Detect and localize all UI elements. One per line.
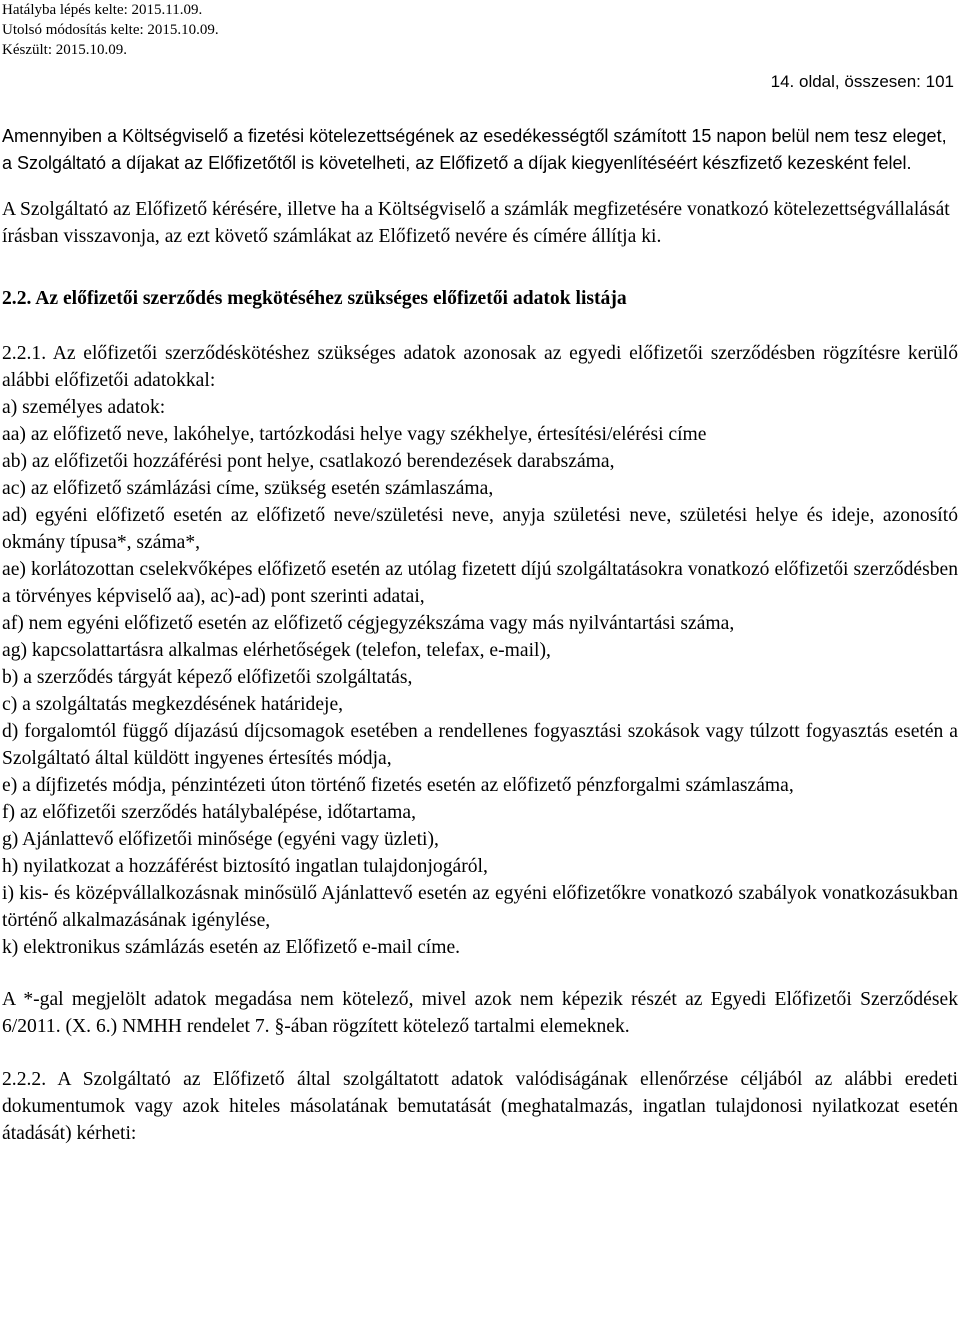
- list-item: ad) egyéni előfizető esetén az előfizető neve/születési neve, anyja születési neve, születési helye és ideje, azonosító okmány típusa*, száma*,: [2, 505, 958, 553]
- list-item: ag) kapcsolattartásra alkalmas elérhetőségek (telefon, telefax, e-mail),: [2, 640, 551, 661]
- paragraph-cost-bearer: Amennyiben a Költségviselő a fizetési kötelezettségének az esedékességtől számított 15 napon belül nem tesz eleget, a Szolgáltató a díjakat az Előfizetőtől is követelheti, az Előfizető a díjak kiegyenlítéséért készfizető kezesként felel.: [2, 126, 947, 173]
- subsection-221-intro: 2.2.1. Az előfizetői szerződéskötéshez szükséges adatok azonosak az egyedi előfizetői szerződésben rögzítésre kerülő alábbi előfizetői adatokkal:: [2, 343, 958, 391]
- document-body: [2, 123, 958, 1147]
- paragraph-invoice-address: A Szolgáltató az Előfizető kérésére, illetve ha a Költségviselő a számlák megfizetésére vonatkozó kötelezettségvállalását írásban visszavonja, az ezt követő számlákat az Előfizető nevére és címére állítja ki.: [2, 199, 950, 247]
- list-item: i) kis- és középvállalkozásnak minősülő Ajánlattevő esetén az egyéni előfizetőkre vonatkozó szabályok vonatkozásukban történő alkalmazásának igénylése,: [2, 883, 958, 931]
- optional-data-note: A *-gal megjelölt adatok megadása nem kötelező, mivel azok nem képezik részét az Egyedi Előfizetői Szerződések 6/2011. (X. 6.) NMHH rendelet 7. §-ában rögzített kötelező tartalmi elemeknek.: [2, 989, 958, 1037]
- list-item: d) forgalomtól függő díjazású díjcsomagok esetében a rendellenes fogyasztási szokások vagy túlzott fogyasztás esetén a Szolgáltató által küldött ingyenes értesítés módja,: [2, 721, 958, 769]
- modified-date: Utolsó módosítás kelte: 2015.10.09.: [2, 22, 219, 38]
- list-item: k) elektronikus számlázás esetén az Előfizető e-mail címe.: [2, 937, 461, 958]
- document-header: [2, 0, 219, 60]
- list-item: aa) az előfizető neve, lakóhelye, tartózkodási helye vagy székhelye, értesítési/elérési címe: [2, 424, 707, 445]
- list-item: e) a díjfizetés módja, pénzintézeti úton történő fizetés esetén az előfizető pénzforgalmi számlaszáma,: [2, 775, 794, 796]
- list-item: ab) az előfizetői hozzáférési pont helye, csatlakozó berendezések darabszáma,: [2, 451, 615, 472]
- subsection-222-text: 2.2.2. A Szolgáltató az Előfizető által szolgáltatott adatok valódiságának ellenőrzése céljából az alábbi eredeti dokumentumok vagy azok hiteles másolatának bemutatását (meghatalmazás, ingatlan tulajdonosi nyilatkozat esetén átadását) kérheti:: [2, 1069, 958, 1144]
- data-item-list: [2, 394, 958, 961]
- list-item: g) Ajánlattevő előfizetői minősége (egyéni vagy üzleti),: [2, 829, 439, 850]
- list-item: h) nyilatkozat a hozzáférést biztosító ingatlan tulajdonjogáról,: [2, 856, 488, 877]
- page-indicator: 14. oldal, összesen: 101: [770, 72, 954, 91]
- list-item: f) az előfizetői szerződés hatálybalépése, időtartama,: [2, 802, 416, 823]
- effective-date: Hatályba lépés kelte: 2015.11.09.: [2, 2, 203, 18]
- list-item: ac) az előfizető számlázási címe, szükség esetén számlaszáma,: [2, 478, 494, 499]
- list-item: c) a szolgáltatás megkezdésének határideje,: [2, 694, 344, 715]
- section-title: 2.2. Az előfizetői szerződés megkötéséhez szükséges előfizetői adatok listája: [2, 288, 627, 309]
- created-date: Készült: 2015.10.09.: [2, 42, 127, 58]
- list-item: ae) korlátozottan cselekvőképes előfizető esetén az utólag fizetett díjú szolgáltatásokra vonatkozó előfizetői szerződésben a törvényes képviselő aa), ac)-ad) pont szerinti adatai,: [2, 559, 958, 607]
- list-item: a) személyes adatok:: [2, 397, 166, 418]
- list-item: b) a szerződés tárgyát képező előfizetői szolgáltatás,: [2, 667, 413, 688]
- list-item: af) nem egyéni előfizető esetén az előfizető cégjegyzékszáma vagy más nyilvántartási száma,: [2, 613, 735, 634]
